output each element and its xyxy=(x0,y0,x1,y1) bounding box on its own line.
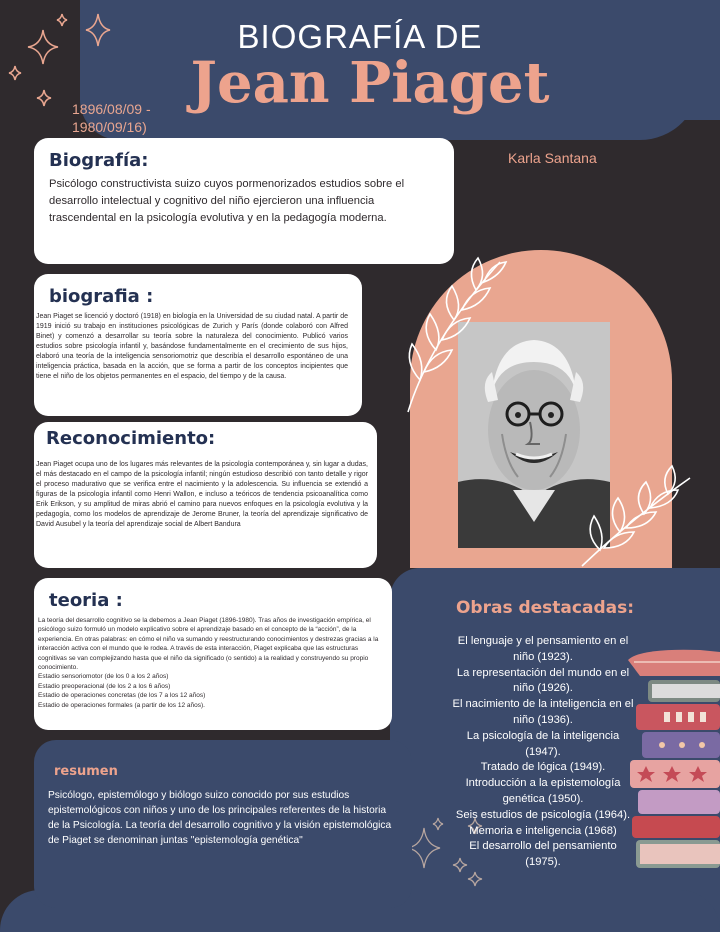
stage-item: Estadio de operaciones concretas (de los 7 a los 12 años) xyxy=(38,692,206,700)
title-prefix: BIOGRAFÍA DE xyxy=(237,18,483,55)
leaf-branch-icon xyxy=(582,466,690,566)
card-biografia-intro xyxy=(34,138,454,264)
list-item: El desarrollo del pensamiento (1975). xyxy=(469,840,617,869)
section-text: Jean Piaget ocupa uno de los lugares más relevantes de la psicología contemporánea y, sin lugar a dudas, el más destacado en el campo de la psicología infantil; ningún estudioso describió con tanto detalle y rigor el proceso madurativo que se verifica entre el nacimiento y la adolescencia. Su influencia se extendió a figuras de la psicología infantil como Henri Wallon, e incluso a teóricos de tendencia psicoanalítica como Erik Erikson, y su amplitud de miras abrió el camino para nuevos enfoques en la psicología evolutiva y la pedagogía, como los modelos de aprendizaje de Jerome Bruner, la teoría del aprendizaje significativo de David Ausubel y la teoría del aprendizaje social de Albert Bandura xyxy=(36,461,368,528)
list-item: Seis estudios de psicología (1964). xyxy=(455,808,631,821)
card-teoria xyxy=(34,578,392,730)
obras-list xyxy=(452,634,634,871)
section-text: Psicólogo constructivista suizo cuyos pormenorizados estudios sobre el desarrollo intelectual y cognitivo del niño ejercieron una influencia trascendental en la psicología evolutiva y en la pedagogía moderna. xyxy=(49,178,405,224)
obras-heading: Obras destacadas: xyxy=(455,598,635,618)
section-heading: Biografía: xyxy=(49,150,149,171)
stage-item: Estadio de operaciones formales (a partir de los 12 años). xyxy=(38,701,205,709)
life-dates: 1896/08/09 - 1980/09/16) xyxy=(72,101,151,135)
section-heading: biografia : xyxy=(49,286,154,307)
book-stack-icon xyxy=(628,650,720,868)
leaf-branch-icon xyxy=(408,258,506,412)
section-text: Psicólogo, epistemólogo y biólogo suizo conocido por sus estudios epistemológicos con niños y uno de los principales referentes de la historia de la Psicología. La teoría del desarrollo cognitivo y la visión epistemológica de Piaget se denominan juntas "epistemología genética" xyxy=(48,790,392,846)
list-item: La psicología de la inteligencia (1947). xyxy=(466,729,620,758)
section-heading: Reconocimiento: xyxy=(46,428,216,449)
card-resumen xyxy=(34,740,412,908)
list-item: El lenguaje y el pensamiento en el niño (1923). xyxy=(457,635,629,663)
section-heading: resumen xyxy=(54,764,118,779)
stage-item: Estadio preoperacional (de los 2 a los 6 años) xyxy=(38,682,171,690)
list-item: La representación del mundo en el niño (1926). xyxy=(456,666,630,695)
teoria-paragraph: La teoría del desarrollo cognitivo se la debemos a Jean Piaget (1896-1980). Tras años de investigación empírica, el psicólogo suizo formuló un modelo explicativo sobre el aprendizaje basado en el concepto de la “acción”, de la experiencia. En otras palabras: en cómo el niño va sumando y reestructurando conocimientos y destrezas gracias a la interacción activa con el mundo que le rodea. A través de esta interacción, Piaget explicaba que las estructuras cognitivas se van complejizando hasta que el niño da significado (o sentido) a la realidad y construyendo su propio conocimiento. xyxy=(38,617,379,672)
section-text xyxy=(38,616,383,710)
author-name: Karla Santana xyxy=(508,150,597,166)
stage-item: Estadio sensoriomotor (de los 0 a los 2 años) xyxy=(38,673,169,681)
section-heading: teoria : xyxy=(49,590,123,611)
list-item: Memoria e inteligencia (1968) xyxy=(469,824,617,837)
list-item: Tratado de lógica (1949). xyxy=(480,761,606,774)
card-biografia xyxy=(34,274,362,416)
section-text: Jean Piaget se licenció y doctoró (1918) en biología en la Universidad de su ciudad natal. A partir de 1919 inició su trabajo en instituciones psicológicas de Zurich y París (donde colaboró con Alfred Binet) y comenzó a desarrollar su teoría sobre la naturaleza del conocimiento. Publicó varios estudios sobre psicología infantil y, basándose fundamentalmente en el crecimiento de sus hijos, elaboró una teoría de la inteligencia sensoriomotriz que describía el desarrollo espontáneo de una inteligencia práctica, basada en la acción, que se forma a partir de los conceptos incipientes que tiene el niño de los objetos permanentes en el espacio, del tiempo y de la causa. xyxy=(36,313,348,380)
list-item: Introducción a la epistemología genética (1950). xyxy=(465,777,621,805)
list-item: El nacimiento de la inteligencia en el niño (1936). xyxy=(452,698,634,726)
card-reconocimiento xyxy=(34,422,377,568)
title-name: Jean Piaget xyxy=(190,50,550,116)
